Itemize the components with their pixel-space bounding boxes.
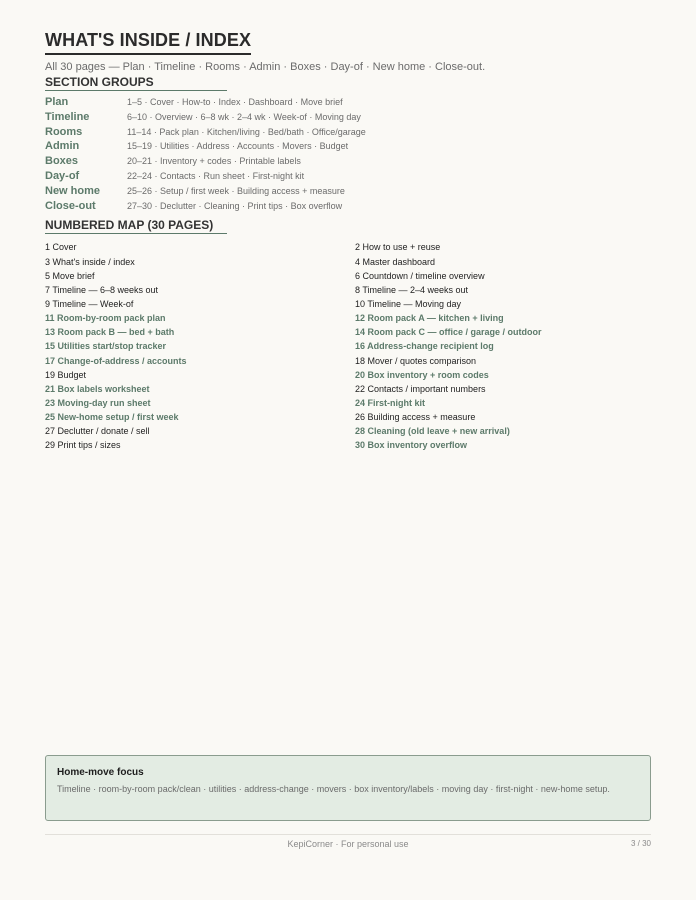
section-group-desc: 15–19 · Utilities · Address · Accounts · Movers · Budget [127,141,349,152]
map-item: 20 Box inventory + room codes [355,369,489,380]
section-groups-heading: SECTION GROUPS [45,75,227,91]
map-item: 7 Timeline — 6–8 weeks out [45,284,159,295]
section-group-desc: 22–24 · Contacts · Run sheet · First-night kit [127,170,305,181]
map-item: 9 Timeline — Week-of [45,298,134,309]
focus-box [45,755,651,821]
section-group-row [45,155,651,170]
section-group-row [45,200,651,215]
map-item: 26 Building access + measure [355,412,476,423]
map-item: 15 Utilities start/stop tracker [45,341,167,352]
section-groups-list [45,96,651,214]
section-group-desc: 1–5 · Cover · How-to · Index · Dashboard · Move brief [127,97,343,107]
map-item: 12 Room pack A — kitchen + living [355,313,504,324]
map-item: 6 Countdown / timeline overview [355,270,485,281]
section-group-name: Boxes [45,155,79,168]
section-group-row [45,140,651,155]
map-item: 4 Master dashboard [355,256,436,267]
map-item: 14 Room pack C — office / garage / outdoor [355,327,542,338]
map-item: 2 How to use + reuse [355,242,441,253]
section-group-name: Plan [45,96,69,108]
map-item: 5 Move brief [45,270,95,281]
map-item: 13 Room pack B — bed + bath [45,327,175,338]
section-group-name: Close-out [45,199,96,212]
map-item: 10 Timeline — Moving day [355,298,462,309]
map-item: 16 Address-change recipient log [355,341,494,352]
map-item: 22 Contacts / important numbers [355,383,486,394]
numbered-map-heading: NUMBERED MAP (30 PAGES) [45,218,227,234]
page-content [45,30,651,454]
map-item: 18 Mover / quotes comparison [355,355,477,366]
section-group-desc: 20–21 · Inventory + codes · Printable labels [127,156,301,167]
map-item: 28 Cleaning (old leave + new arrival) [355,426,510,437]
section-group-name: Admin [45,140,80,153]
section-group-desc: 25–26 · Setup / first week · Building access + measure [127,185,345,196]
section-group-name: Rooms [45,125,83,138]
map-item: 24 First-night kit [355,397,426,408]
map-item: 29 Print tips / sizes [45,440,121,451]
footer-text: KepiCorner · For personal use [287,839,409,849]
map-item: 1 Cover [45,242,77,253]
footer-divider [45,834,651,835]
focus-box-title: Home-move focus [57,767,144,778]
map-item: 21 Box labels worksheet [45,383,150,394]
section-group-name: Day-of [45,169,80,182]
section-group-row [45,170,651,185]
section-group-desc: 27–30 · Declutter · Cleaning · Print tips · Box overflow [127,200,343,211]
map-item: 30 Box inventory overflow [355,440,468,451]
map-item: 8 Timeline — 2–4 weeks out [355,284,469,295]
map-item: 11 Room-by-room pack plan [45,313,166,324]
section-group-row [45,185,651,200]
map-item: 27 Declutter / donate / sell [45,426,150,437]
map-item: 25 New-home setup / first week [45,412,179,423]
page-subtitle: All 30 pages — Plan · Timeline · Rooms · Admin · Boxes · Day-of · New home · Close-out. [45,61,486,73]
section-group-row [45,96,651,111]
map-item: 3 What's inside / index [45,256,135,267]
section-group-desc: 11–14 · Pack plan · Kitchen/living · Bed/bath · Office/garage [127,126,366,137]
page-title: WHAT'S INSIDE / INDEX [45,30,251,55]
map-item: 19 Budget [45,369,87,380]
numbered-map-list [45,242,651,454]
page-number: 3 / 30 [630,839,651,848]
section-group-name: Timeline [45,110,90,123]
section-group-desc: 6–10 · Overview · 6–8 wk · 2–4 wk · Week-of · Moving day [127,111,361,122]
map-item: 17 Change-of-address / accounts [45,355,187,366]
focus-box-text: Timeline · room-by-room pack/clean · utilities · address-change · movers · box inventory/labels · moving day · first-night · new-home setup. [57,784,610,794]
section-group-row [45,126,651,141]
section-group-name: New home [45,184,101,197]
section-group-row [45,111,651,126]
map-item: 23 Moving-day run sheet [45,397,151,408]
